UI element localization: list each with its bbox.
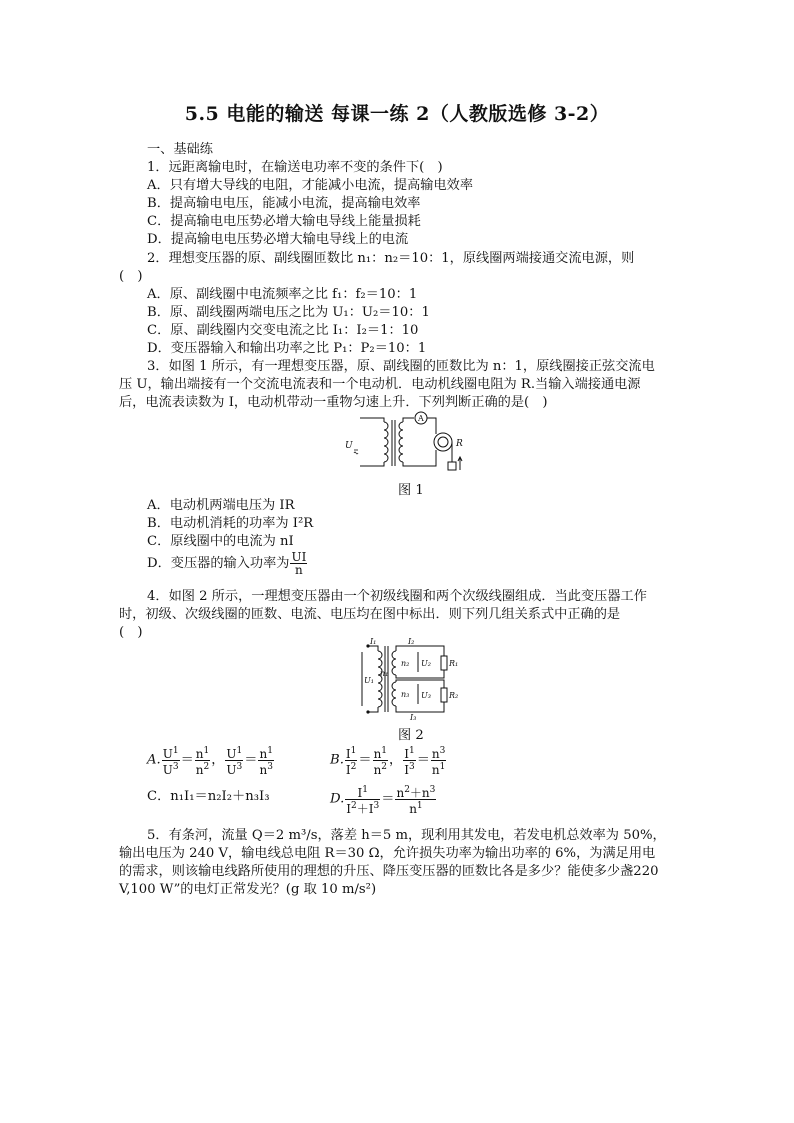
q2-stem-line1: 2．理想变压器的原、副线圈匝数比 n₁：n₂＝10：1，原线圈两端接通交流电源，则 bbox=[147, 251, 635, 266]
q3-option-b: B．电动机消耗的功率为 I²R bbox=[147, 516, 314, 531]
figure-1-label-a: A bbox=[418, 414, 424, 423]
q2-option-c: C．原、副线圈内交变电流之比 I₁：I₂＝1：10 bbox=[147, 323, 419, 338]
q4-stem-line1: 4．如图 2 所示，一理想变压器由一个初级线圈和两个次级线圈组成．当此变压器工作 bbox=[147, 589, 647, 604]
figure-2-label-i3: I₃ bbox=[410, 713, 417, 720]
figure-2-label-u3: U₃ bbox=[421, 691, 431, 700]
q4-option-d-frac1: $\frac{I^1}{I^2+I^3}$ bbox=[346, 785, 380, 816]
q2-option-b: B．原、副线圈两端电压之比为 U₁：U₂＝10：1 bbox=[147, 305, 430, 320]
q1-option-c: C．提高输电电压势必增大输电导线上能量损耗 bbox=[147, 214, 421, 229]
q4-option-c: C．n₁I₁＝n₂I₂＋n₃I₃ bbox=[147, 789, 270, 804]
q4-option-a-frac1: $\frac{U^1}{U^3}$ bbox=[162, 746, 179, 777]
figure-2-caption: 图 2 bbox=[398, 728, 424, 743]
q4-option-a-frac2: $\frac{n^1}{n^2}$ bbox=[195, 746, 210, 777]
q3-option-d bbox=[147, 551, 308, 576]
figure-2-label-r1: R₁ bbox=[449, 659, 459, 668]
q4-option-b-frac3: $\frac{I^1}{I^3}$ bbox=[404, 746, 415, 777]
q3-option-a: A．电动机两端电压为 IR bbox=[147, 498, 295, 513]
q4-option-b-frac4: $\frac{n^3}{n^1}$ bbox=[431, 746, 446, 777]
q4-option-d-label: D. bbox=[330, 791, 345, 807]
q4-option-b: B. $\frac{I^1}{I^2}$ ＝ $\frac{n^1}{n^2}$ ， $\frac{I^1}{I^3}$ ＝ $\frac{n^3}{n^1}$ bbox=[330, 746, 446, 777]
page-title: 5.5 电能的输送 每课一练 2（人教版选修 3-2） bbox=[184, 103, 610, 125]
q5-line2: 输出电压为 240 V，输电线总电阻 R＝30 Ω，允许损失功率为输出功率的 6%，为满足用电 bbox=[119, 846, 656, 861]
figure-1-label-r: R bbox=[456, 439, 463, 449]
q3-option-d-numerator: UI bbox=[291, 550, 307, 564]
q3-stem-line3: 后，电流表读数为 I，电动机带动一重物匀速上升．下列判断正确的是( ) bbox=[119, 395, 548, 410]
q3-option-d-prefix: D．变压器的输入功率为 bbox=[147, 556, 290, 571]
figure-2-label-i1: I₁ bbox=[370, 638, 377, 646]
figure-1-caption: 图 1 bbox=[398, 483, 424, 498]
figure-2-label-i2: I₂ bbox=[408, 638, 415, 646]
figure-2-label-u1: U₁ bbox=[364, 676, 374, 685]
q2-stem-line2: ( ) bbox=[119, 269, 143, 284]
section-heading: 一、基础练 bbox=[147, 142, 213, 157]
q4-option-d: D. $\frac{I^1}{I^2+I^3}$ ＝ $\frac{n^2+n^3}{n^1}$ bbox=[330, 785, 436, 816]
q5-line1: 5．有条河，流量 Q＝2 m³/s，落差 h＝5 m，现利用其发电，若发电机总效率为 50%， bbox=[147, 828, 666, 843]
q3-stem-line2: 压 U，输出端接有一个交流电流表和一个电动机．电动机线圈电阻为 R.当输入端接通电源 bbox=[119, 377, 641, 392]
figure-2-label-n3: n₃ bbox=[401, 690, 410, 699]
q4-option-a: A. $\frac{U^1}{U^3}$ ＝ $\frac{n^1}{n^2}$ ， $\frac{U^1}{U^3}$ ＝ $\frac{n^1}{n^3}$ bbox=[147, 746, 273, 777]
q4-option-b-frac1: $\frac{I^1}{I^2}$ bbox=[345, 746, 357, 777]
q3-stem-line1: 3．如图 1 所示，有一理想变压器，原、副线圈的匝数比为 n：1，原线圈接正弦交流电 bbox=[147, 359, 655, 374]
figure-1-label-u: U bbox=[345, 441, 353, 451]
q3-option-d-fraction bbox=[290, 551, 307, 576]
q4-option-b-label: B. bbox=[330, 752, 344, 768]
figure-2-circuit bbox=[358, 638, 468, 720]
q5-line3: 的需求，则该输电线路所使用的理想的升压、降压变压器的匝数比各是多少？能使多少盏220 bbox=[119, 864, 659, 879]
figure-2-label-r2: R₂ bbox=[449, 691, 459, 700]
q4-option-a-frac4: $\frac{n^1}{n^3}$ bbox=[259, 746, 273, 777]
q1-option-d: D．提高输电电压势必增大输电导线上的电流 bbox=[147, 232, 409, 247]
q2-option-d: D．变压器输入和输出功率之比 P₁：P₂＝10：1 bbox=[147, 341, 427, 356]
q4-stem-line2: 时，初级、次级线圈的匝数、电流、电压均在图中标出．则下列几组关系式中正确的是 bbox=[119, 607, 621, 622]
q1-stem: 1．远距离输电时，在输送电功率不变的条件下( ) bbox=[147, 160, 443, 175]
q4-option-d-frac2: $\frac{n^2+n^3}{n^1}$ bbox=[396, 785, 436, 816]
q4-option-a-label: A. bbox=[147, 752, 161, 768]
q5-line4: V,100 W”的电灯正常发光？(g 取 10 m/s²) bbox=[119, 882, 377, 897]
q3-option-d-denominator: n bbox=[295, 563, 303, 577]
q4-option-b-frac2: $\frac{n^1}{n^2}$ bbox=[373, 746, 388, 777]
figure-2-label-u2: U₂ bbox=[421, 659, 431, 668]
q4-option-a-frac3: $\frac{U^1}{U^3}$ bbox=[226, 746, 243, 777]
q4-stem-line3: ( ) bbox=[119, 625, 143, 640]
q1-option-b: B．提高输电电压，能减小电流，提高输电效率 bbox=[147, 196, 421, 211]
q1-option-a: A．只有增大导线的电阻，才能减小电流，提高输电效率 bbox=[147, 178, 474, 193]
figure-2-label-n2: n₂ bbox=[401, 659, 410, 668]
q2-option-a: A．原、副线圈中电流频率之比 f₁：f₂＝10：1 bbox=[147, 287, 418, 302]
figure-2-label-n1: n₁ bbox=[380, 669, 389, 678]
q3-option-c: C．原线圈中的电流为 nI bbox=[147, 534, 294, 549]
figure-1-circuit bbox=[340, 410, 480, 478]
